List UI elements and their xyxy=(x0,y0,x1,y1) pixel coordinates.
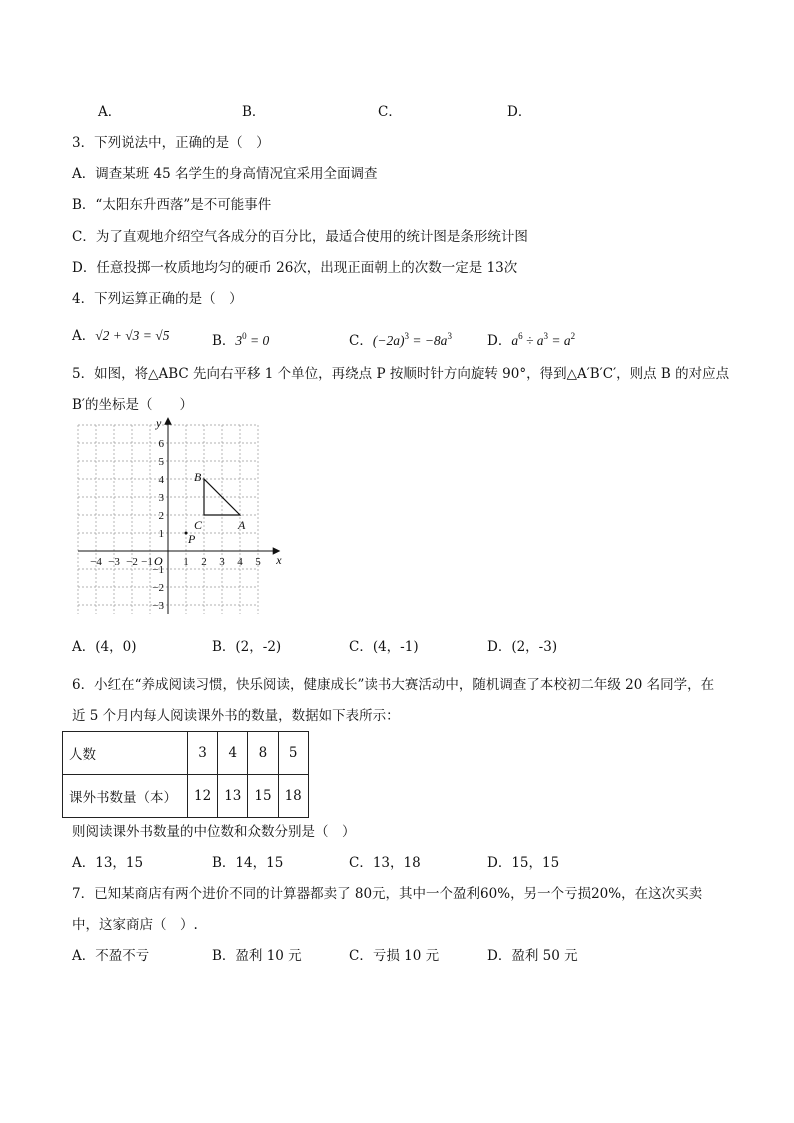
q6-option-b: B．14，15 xyxy=(212,855,284,871)
q5-option-b: B．(2，-2) xyxy=(212,639,282,655)
q4-option-b xyxy=(212,326,269,351)
q4-option-c-exp2: 3 xyxy=(447,331,452,341)
x-tick-label: 3 xyxy=(219,556,225,568)
axes xyxy=(78,418,279,614)
q3-option-b: B．“太阳东升西落”是不可能事件 xyxy=(72,197,272,213)
point-labels xyxy=(185,470,247,546)
q7-option-a: A．不盈不亏 xyxy=(72,948,150,964)
origin-label: O xyxy=(154,554,163,568)
y-tick-label: 2 xyxy=(158,510,164,522)
point-label-p: P xyxy=(188,532,196,546)
table-cell: 8 xyxy=(248,732,278,775)
q4-option-c-exp: 3 xyxy=(404,331,409,341)
table-cell: 4 xyxy=(218,732,248,775)
q2-option-b: B． xyxy=(242,104,266,120)
q3-option-a: A．调查某班 45 名学生的身高情况宜采用全面调查 xyxy=(72,166,378,182)
q4-option-b-exp: 0 xyxy=(242,331,247,341)
q6-stem-line2: 近 5 个月内每人阅读课外书的数量，数据如下表所示： xyxy=(72,708,400,724)
q4-option-c-mid: = −8a xyxy=(408,333,448,348)
y-tick-label: −3 xyxy=(152,600,164,612)
q4-stem: 4．下列运算正确的是（ ） xyxy=(72,291,243,307)
q4-option-d-exp2: 3 xyxy=(543,331,548,341)
q4-option-d-base: a xyxy=(511,333,519,348)
q3-option-c: C．为了直观地介绍空气各成分的百分比，最适合使用的统计图是条形统计图 xyxy=(72,229,528,245)
row-header-people: 人数 xyxy=(63,732,188,775)
q4-option-a-label: A． xyxy=(72,328,96,344)
table-cell: 13 xyxy=(218,775,248,818)
y-tick-label: 3 xyxy=(158,492,164,504)
axis-x-label: x xyxy=(276,553,282,567)
table-row xyxy=(63,775,309,818)
coordinate-grid-figure xyxy=(82,416,282,619)
table-cell: 15 xyxy=(248,775,278,818)
q2-option-a: A． xyxy=(98,104,122,120)
x-tick-label: 1 xyxy=(183,556,189,568)
q5-stem-line2: B′的坐标是（ ） xyxy=(72,397,193,413)
x-tick-label: −1 xyxy=(141,556,153,568)
q7-option-d: D．盈利 50 元 xyxy=(487,948,578,964)
x-tick-label: 2 xyxy=(201,556,207,568)
table-cell: 5 xyxy=(278,732,308,775)
q7-option-b: B．盈利 10 元 xyxy=(212,948,302,964)
point-label-a: A xyxy=(238,518,246,532)
q4-option-b-base: 3 xyxy=(235,333,243,348)
q4-option-c xyxy=(349,326,452,351)
point-label-c: C xyxy=(194,518,203,532)
table-cell: 3 xyxy=(188,732,218,775)
q5-option-a: A．(4，0) xyxy=(72,639,137,655)
q6-option-c: C．13，18 xyxy=(349,855,421,871)
q7-stem-line1: 7．已知某商店有两个进价不同的计算器都卖了 80元，其中一个盈利60%，另一个亏损20%，在这次买卖 xyxy=(72,886,703,902)
point-label-b: B xyxy=(194,470,202,484)
q4-option-d-exp: 6 xyxy=(518,331,523,341)
q4-option-b-label: B． xyxy=(212,333,236,349)
y-tick-label: 4 xyxy=(158,474,164,486)
y-tick-label: −2 xyxy=(152,582,164,594)
q7-stem-line2: 中，这家商店（ ）. xyxy=(72,917,198,933)
q6-stem-line1: 6．小红在“养成阅读习惯，快乐阅读，健康成长”读书大赛活动中，随机调查了本校初二年级 20 名同学，在 xyxy=(72,677,715,693)
row-header-books: 课外书数量（本） xyxy=(63,775,188,818)
q7-option-c: C．亏损 10 元 xyxy=(349,948,440,964)
y-axis-arrow xyxy=(165,418,171,424)
table-cell: 12 xyxy=(188,775,218,818)
y-tick-label: −1 xyxy=(152,564,164,576)
reading-data-table xyxy=(62,731,309,818)
q4-option-a-expr: √2 + √3 = √5 xyxy=(95,328,170,343)
x-tick-label: 5 xyxy=(255,556,261,568)
table-cell: 18 xyxy=(278,775,308,818)
axis-y-label: y xyxy=(156,416,162,431)
point-p-dot xyxy=(185,532,188,535)
table-row xyxy=(63,732,309,775)
q4-option-d-mid: ÷ a xyxy=(522,333,544,348)
q3-stem: 3．下列说法中，正确的是（ ） xyxy=(72,135,270,151)
q4-option-d-exp3: 2 xyxy=(570,331,576,341)
y-tick-label: 1 xyxy=(158,528,164,540)
q6-option-a: A．13，15 xyxy=(72,855,144,871)
q6-option-d: D．15，15 xyxy=(487,855,560,871)
q4-option-c-label: C． xyxy=(349,333,373,349)
q6-question: 则阅读课外书数量的中位数和众数分别是（ ） xyxy=(72,824,356,840)
y-tick-label: 6 xyxy=(158,438,164,450)
x-tick-label: −2 xyxy=(126,556,138,568)
q4-option-d xyxy=(487,326,575,351)
y-tick-label: 5 xyxy=(158,456,164,468)
q5-option-d: D．(2，-3) xyxy=(487,639,558,655)
x-tick-label: −3 xyxy=(108,556,120,568)
q4-option-c-base: (−2a) xyxy=(372,333,405,348)
q2-option-c: C． xyxy=(378,104,402,120)
q4-option-a xyxy=(72,326,169,346)
y-tick-labels xyxy=(152,438,164,612)
q4-option-b-rest: = 0 xyxy=(246,333,270,348)
x-tick-label: −4 xyxy=(90,556,102,568)
q3-option-d: D．任意投掷一枚质地均匀的硬币 26次，出现正面朝上的次数一定是 13次 xyxy=(72,260,518,276)
x-tick-label: 4 xyxy=(237,556,243,568)
q2-option-d: D． xyxy=(507,104,532,120)
q5-stem-line1: 5．如图，将△ABC 先向右平移 1 个单位，再绕点 P 按顺时针方向旋转 90°，得到△A′B′C′，则点 B 的对应点 xyxy=(72,366,730,382)
q5-option-c: C．(4，-1) xyxy=(349,639,419,655)
q4-option-d-label: D． xyxy=(487,333,512,349)
x-tick-labels xyxy=(90,556,261,568)
q4-option-d-mid2: = a xyxy=(548,333,571,348)
